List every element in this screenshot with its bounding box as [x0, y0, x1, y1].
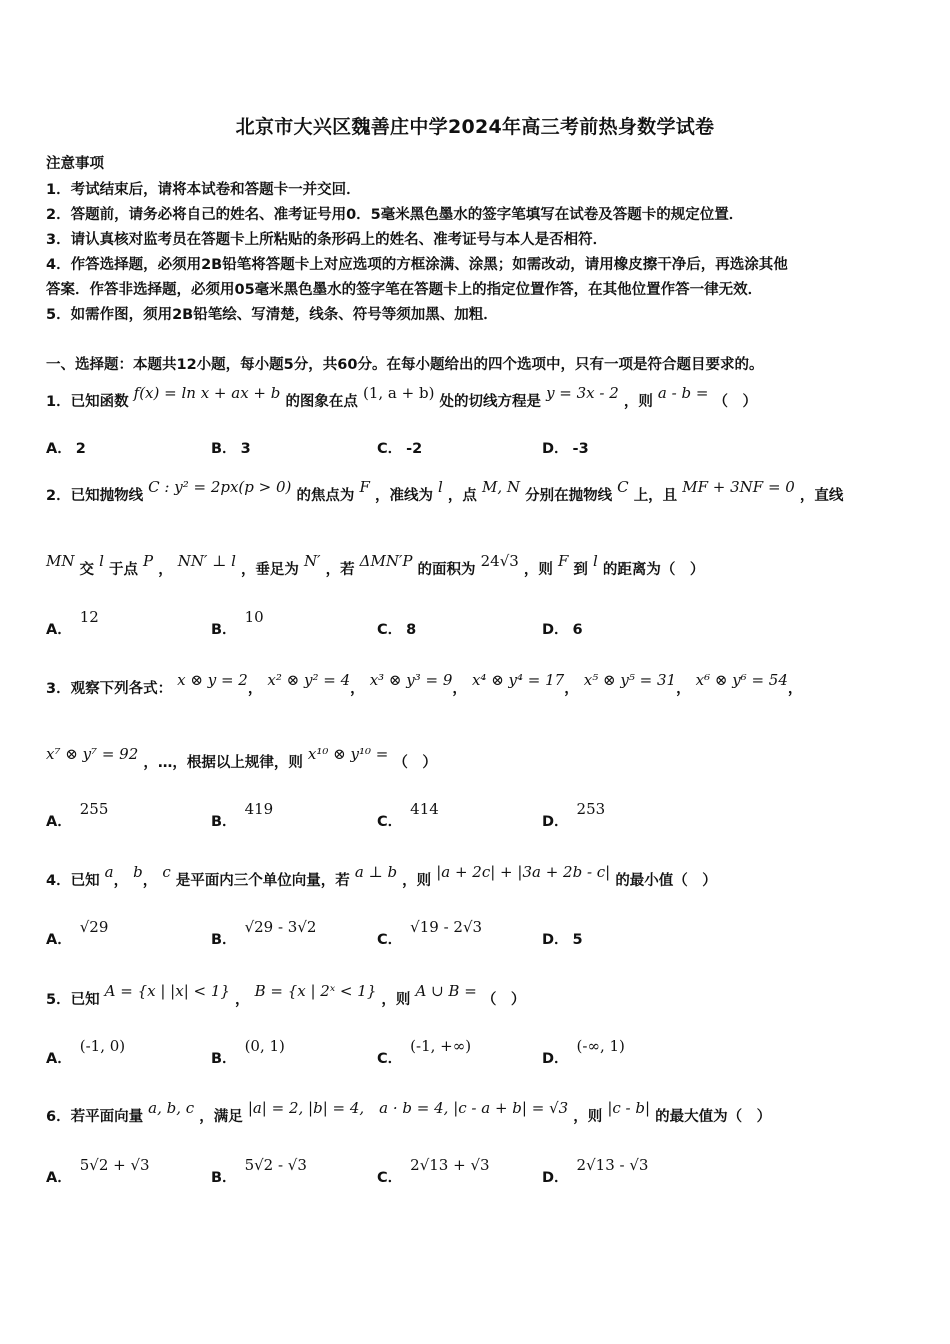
question-3-stem-line1: 3．观察下列各式： x ⊗ y = 2， x² ⊗ y² = 4， x³ ⊗ y³ = 9， x⁴ ⊗ y⁴ = 17， x⁵ ⊗ y⁵ = 31， x⁶ ⊗ y⁶ = 54， [46, 671, 803, 697]
q2-vector-condition: MF + 3NF = 0 [682, 478, 795, 496]
q5-option-d[interactable]: D．(-∞, 1) [542, 1037, 625, 1067]
q1-text: 1．已知函数 [46, 394, 129, 410]
question-2-stem-line2: MN 交 l 于点 P ， NN′ ⊥ l ，垂足为 N′ ，若 ΔMN′P 的面积为 24√3 ，则 F 到 l 的距离为（ ） [46, 552, 705, 578]
q4-option-c[interactable]: C．√19 - 2√3 [377, 918, 483, 948]
q1-expression: a - b = [657, 384, 709, 402]
q2-option-a[interactable]: A．12 [46, 608, 99, 638]
q1-option-b[interactable]: B． 3 [211, 441, 251, 457]
notice-item: 3．请认真核对监考员在答题卡上所粘贴的条形码上的姓名、准考证号与本人是否相符． [46, 232, 608, 248]
q2-option-d[interactable]: D． 6 [542, 622, 583, 638]
notice-item: 答案．作答非选择题，必须用05毫米黑色墨水的签字笔在答题卡上的指定位置作答，在其他位置作答一律无效． [46, 282, 763, 298]
question-2-stem-line1: 2．已知抛物线 C : y² = 2px(p > 0) 的焦点为 F ，准线为 l ，点 M, N 分别在抛物线 C 上，且 MF + 3NF = 0 ，直线 [46, 478, 844, 504]
q1-text: 的图象在点 [285, 394, 358, 410]
q3-expr: x⁴ ⊗ y⁴ = 17 [471, 671, 565, 689]
notice-item: 2．答题前，请务必将自己的姓名、准考证号用0．5毫米黑色墨水的签字笔填写在试卷及答题卡的规定位置． [46, 207, 744, 223]
q3-option-b[interactable]: B．419 [211, 800, 274, 830]
q3-expr: x ⊗ y = 2 [177, 671, 248, 689]
question-1-stem [46, 384, 757, 411]
q6-option-c[interactable]: C．2√13 + √3 [377, 1156, 490, 1186]
q2-curve: C [617, 478, 629, 496]
question-4-stem: 4．已知 a， b， c 是平面内三个单位向量，若 a ⊥ b ，则 |a + 2c| + |3a + 2b - c| 的最小值（ ） [46, 863, 717, 889]
question-3-stem-line2: x⁷ ⊗ y⁷ = 92 ，…，根据以上规律，则 x¹⁰ ⊗ y¹⁰ = （ ） [46, 745, 437, 771]
q1-function-formula: f(x) = ln x + ax + b [133, 384, 281, 402]
q3-option-c[interactable]: C．414 [377, 800, 439, 830]
q2-option-c[interactable]: C． 8 [377, 622, 417, 638]
q5-option-c[interactable]: C．(-1, +∞) [377, 1037, 472, 1067]
notice-item: 1．考试结束后，请将本试卷和答题卡一并交回． [46, 182, 361, 198]
q4-option-a[interactable]: A．√29 [46, 918, 109, 948]
q1-text: 处的切线方程是 [439, 394, 541, 410]
q4-expression: |a + 2c| + |3a + 2b - c| [436, 863, 611, 881]
question-6-stem: 6．若平面向量 a, b, c ，满足 |a| = 2, |b| = 4, a · b = 4, |c - a + b| = √3 ，则 |c - b| 的最大值为（ ） [46, 1099, 772, 1125]
q3-option-a[interactable]: A．255 [46, 800, 109, 830]
q1-option-c[interactable]: C． -2 [377, 441, 423, 457]
q4-option-d[interactable]: D． 5 [542, 932, 583, 948]
q6-conditions: |a| = 2, |b| = 4, a · b = 4, |c - a + b| = √3 [247, 1099, 569, 1117]
q5-set-b: B = {x | 2ˣ < 1} [254, 982, 377, 1000]
q5-option-a[interactable]: A．(-1, 0) [46, 1037, 126, 1067]
q3-option-d[interactable]: D．253 [542, 800, 606, 830]
q6-option-b[interactable]: B．5√2 - √3 [211, 1156, 307, 1186]
q5-set-a: A = {x | |x| < 1} [104, 982, 230, 1000]
q1-tangent-line: y = 3x - 2 [546, 384, 619, 402]
q3-expr: x³ ⊗ y³ = 9 [369, 671, 453, 689]
q2-focus: F [359, 478, 370, 496]
q1-text: ，则 [623, 394, 653, 410]
q2-directrix: l [438, 478, 443, 496]
q1-point: (1, a + b) [363, 384, 435, 402]
q3-expr: x⁶ ⊗ y⁶ = 54 [695, 671, 788, 689]
notice-item: 5．如需作图，须用2B铅笔绘、写清楚，线条、符号等须加黑、加粗． [46, 307, 498, 323]
q3-expr: x² ⊗ y² = 4 [267, 671, 351, 689]
q2-parabola: C : y² = 2px(p > 0) [148, 478, 292, 496]
section-heading: 一、选择题：本题共12小题，每小题5分，共60分。在每小题给出的四个选项中，只有一项是符合题目要求的。 [46, 357, 764, 373]
question-5-stem: 5．已知 A = {x | |x| < 1} ， B = {x | 2ˣ < 1} ，则 A ∪ B = （ ） [46, 982, 526, 1008]
q6-option-a[interactable]: A．5√2 + √3 [46, 1156, 150, 1186]
q4-option-b[interactable]: B．√29 - 3√2 [211, 918, 317, 948]
notice-heading: 注意事项 [46, 156, 104, 172]
notice-item: 4．作答选择题，必须用2B铅笔将答题卡上对应选项的方框涂满、涂黑；如需改动，请用橡皮擦干净后，再选涂其他 [46, 257, 788, 273]
q6-option-d[interactable]: D．2√13 - √3 [542, 1156, 649, 1186]
q1-option-a[interactable]: A． 2 [46, 441, 86, 457]
q1-text: （ ） [713, 394, 757, 410]
q1-option-d[interactable]: D． -3 [542, 441, 589, 457]
q2-points: M, N [481, 478, 521, 496]
page-title: 北京市大兴区魏善庄中学2024年高三考前热身数学试卷 [235, 116, 715, 138]
q5-option-b[interactable]: B．(0, 1) [211, 1037, 285, 1067]
q2-option-b[interactable]: B．10 [211, 608, 264, 638]
q3-expr: x⁵ ⊗ y⁵ = 31 [583, 671, 677, 689]
